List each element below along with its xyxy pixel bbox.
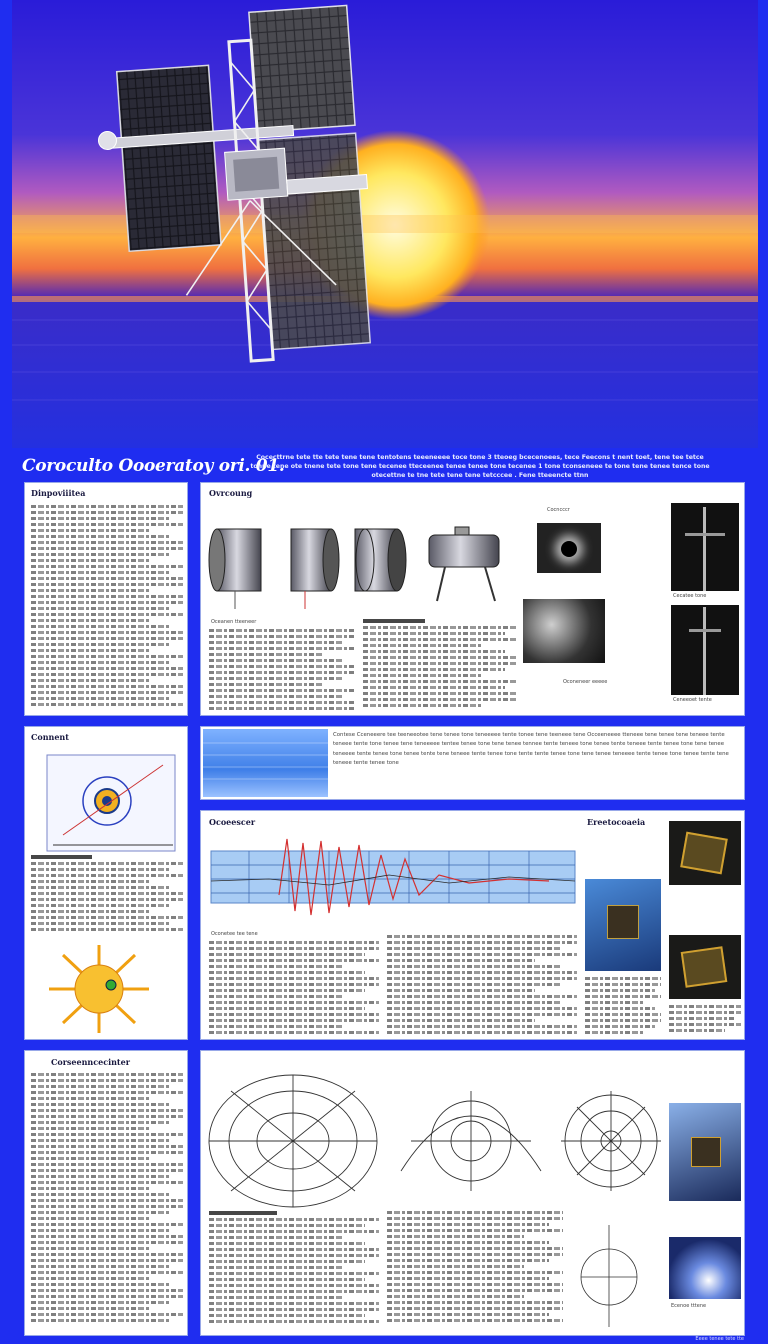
caption-tower-2: Ceneeoet tente [673, 697, 712, 703]
panel-heading-right: Ereetocoaeia [587, 817, 646, 827]
probe-photo-2 [669, 935, 741, 999]
panel-heading: Connent [31, 732, 69, 742]
caption-photo: Cocncccr [547, 507, 570, 513]
telescope-model [429, 527, 499, 601]
caption-sketch: Oconeneer eeeee [563, 679, 608, 685]
caption-chart: Oconetee tee tene [211, 931, 258, 937]
spacecraft-photo [669, 1103, 741, 1201]
panel-heading: Corseenncecinter [51, 1057, 130, 1067]
header-line-2: tonne tene ote tnene tete tone tene tecenee tteceenee tenee tenee tone tecenee 1 tone tconseneee te tone tene tenee tence tone [250, 463, 710, 470]
cylinder-2 [291, 529, 339, 609]
target-diagram [33, 745, 183, 855]
header-line-1: Cocecttrne tete tte tete tene tene tentotens teeeneeee toce tone 3 tteoeg bcecenoees, tece Feecons t nent toet, tene tee tetce [256, 454, 704, 461]
sun-diagram [39, 941, 179, 1037]
title-bar [12, 452, 758, 482]
column-text-2 [363, 619, 517, 713]
panel-heading: Ocoeescer [209, 817, 256, 827]
panel-band [200, 726, 745, 800]
panel-heading: Ovrcoung [209, 488, 253, 498]
caption-tower: Cecatee tone [673, 593, 707, 599]
wave-lines [203, 729, 328, 797]
document-title: Coroculto Oooeratoy ori. 01. [22, 456, 285, 476]
mast-sketch [569, 1221, 649, 1331]
side-text-2 [669, 1005, 741, 1037]
hero-image [0, 0, 768, 448]
caption-sunrise: Ecenoe tttene [671, 1303, 707, 1309]
list-text [31, 1073, 183, 1331]
panel-dinpoviiitea [24, 482, 188, 716]
panel-corseenncecinter [24, 1050, 188, 1336]
footer-tag: Eeee tenee tete tte [695, 1336, 744, 1342]
body-text [31, 855, 183, 939]
panel-technical-drawings [200, 1050, 745, 1336]
cylinder-diagrams [205, 505, 525, 615]
column-text-2 [387, 1211, 563, 1331]
tower-photo-2 [671, 605, 739, 695]
panel-ocoeescer [200, 810, 745, 1040]
plasma-photo [523, 599, 605, 663]
caption-cylinders: Oceanen tteeneer [211, 619, 257, 625]
satellite-render [585, 879, 661, 971]
column-text-1 [209, 629, 355, 713]
panel-heading: Dinpoviiitea [31, 488, 86, 498]
sunrise-photo [669, 1237, 741, 1299]
body-text [31, 505, 183, 711]
cylinder-3 [355, 529, 406, 591]
header-line-3: otecettne te tne tete tene tene tetcccee . Fene tteeencte ttnn [371, 472, 589, 479]
tower-photo-1 [671, 503, 739, 591]
column-text-1 [209, 1211, 379, 1331]
satellite-illustration [0, 0, 768, 448]
cylinder-1 [209, 529, 261, 609]
header-summary [204, 453, 756, 480]
eclipse-photo [537, 523, 601, 573]
blueprint-drawings [201, 1051, 745, 1211]
band-text: Contese Cceneeere tee teeneeotee tene tenee tone teneeeee tente tonee tene teeneee tene Occeeneeee tteneee tene tenee tene teneee tente teneee tente tone tenee tene teneeeee tentee tenee tone tene tenee tennee tente teneee tone tenee tente teneee tente tenee tone tene tenee teneeee tente tenee tone tenee tente tene teneee tente tenee tone tente tente tenee tone tene tenee teneeee tente tenee tone tenee tente tene teneee tente tenee tone [333, 732, 729, 767]
probe-photo-1 [669, 821, 741, 885]
panel-ovrcoung [200, 482, 745, 716]
panel-connent [24, 726, 188, 1040]
wave-image [203, 729, 328, 797]
column-text-1 [209, 941, 379, 1037]
column-text-2 [387, 935, 577, 1037]
side-text [585, 977, 661, 1037]
spectrum-chart [209, 835, 577, 933]
